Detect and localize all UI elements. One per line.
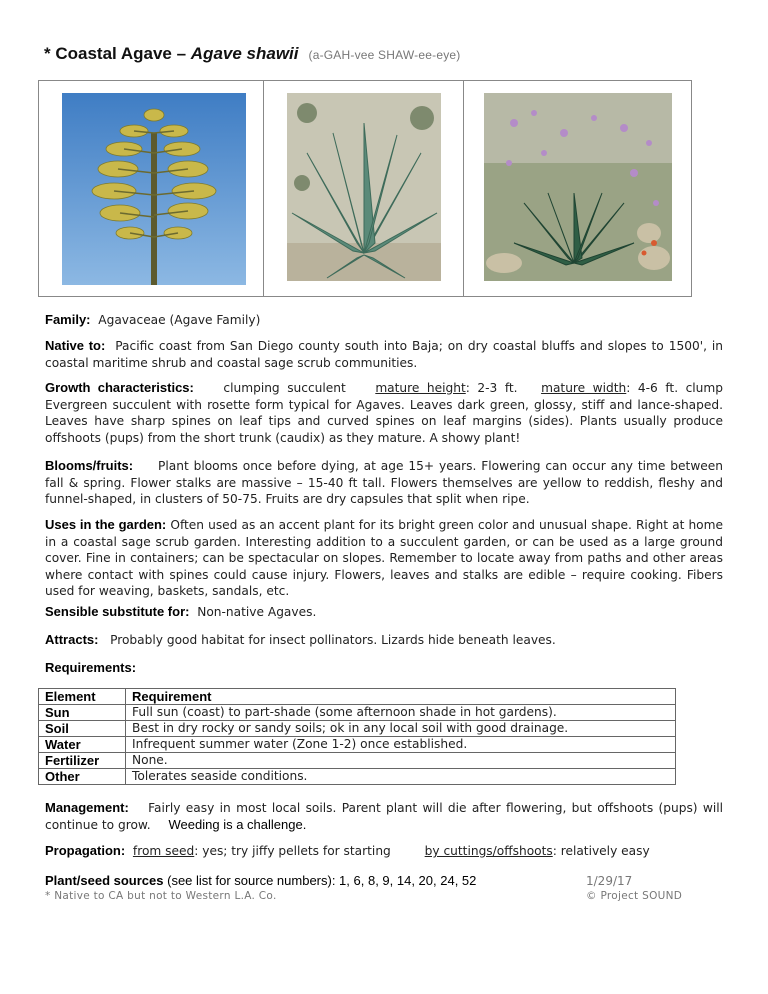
management-label: Management:	[45, 800, 129, 815]
substitute-text: Non-native Agaves.	[197, 605, 317, 619]
substitute-section	[45, 604, 723, 621]
native-section	[45, 338, 723, 371]
table-row	[39, 753, 676, 769]
element-cell: Sun	[39, 705, 126, 721]
common-name: * Coastal Agave –	[44, 44, 191, 63]
agave-rosette-photo	[287, 93, 441, 281]
sources-section	[45, 873, 476, 888]
requirement-cell: Best in dry rocky or sandy soils; ok in any local soil with good drainage.	[126, 721, 676, 737]
cuttings-label: by cuttings/offshoots	[424, 844, 553, 858]
table-row	[39, 721, 676, 737]
blooms-text: Plant blooms once before dying, at age 15+ years. Flowering can occur any time between fall & spring. Flower stalks are massive – 15-40 ft tall. Flowers themselves are yellow to reddish, fleshy and funnel-shaped, in clusters of 50-75. Fruits are dry capsules that split when ripe.	[45, 459, 724, 506]
management-text: Fairly easy in most local soils. Parent plant will die after flowering, but offshoots (pups) will continue to grow.	[45, 801, 724, 832]
uses-label: Uses in the garden:	[45, 517, 167, 532]
uses-section	[45, 517, 723, 600]
propagation-section	[45, 843, 723, 860]
photo-strip	[38, 80, 692, 297]
mature-width-value: : 4-6 ft. clump	[626, 381, 724, 395]
element-cell: Other	[39, 769, 126, 785]
requirement-cell: Full sun (coast) to part-shade (some afternoon shade in hot gardens).	[126, 705, 676, 721]
mature-width-label: mature width	[541, 381, 627, 395]
substitute-label: Sensible substitute for:	[45, 604, 190, 619]
element-cell: Water	[39, 737, 126, 753]
element-cell: Soil	[39, 721, 126, 737]
family-label: Family:	[45, 312, 91, 327]
scientific-name: Agave shawii	[190, 44, 299, 63]
requirements-heading	[45, 660, 723, 677]
attracts-label: Attracts:	[45, 632, 99, 647]
table-row	[39, 737, 676, 753]
photo-cell-rosette	[263, 81, 463, 296]
table-row	[39, 769, 676, 785]
growth-form: clumping succulent	[223, 381, 346, 395]
requirements-label: Requirements:	[45, 660, 137, 675]
family-text: Agavaceae (Agave Family)	[98, 313, 261, 327]
growth-label: Growth characteristics:	[45, 380, 194, 395]
table-header-row	[39, 689, 676, 705]
attracts-text: Probably good habitat for insect pollinators. Lizards hide beneath leaves.	[110, 633, 556, 647]
mature-height-label: mature height	[375, 381, 466, 395]
requirement-cell: None.	[126, 753, 676, 769]
pronunciation: (a-GAH-vee SHAW-ee-eye)	[308, 48, 461, 62]
management-section	[45, 800, 723, 833]
col-requirement: Requirement	[126, 689, 676, 705]
agave-flower-stalk-photo	[62, 93, 246, 285]
sources-text: (see list for source numbers): 1, 6, 8, 9, 14, 20, 24, 52	[163, 873, 477, 888]
requirement-cell: Infrequent summer water (Zone 1-2) once established.	[126, 737, 676, 753]
photo-cell-flower-stalk	[39, 81, 263, 296]
growth-section	[45, 380, 723, 446]
uses-text: Often used as an accent plant for its bright green color and unusual shape. Right at home in a coastal sage scrub garden. Interesting addition to a succulent garden, or can be used as a large ground cover. Fine in containers; can be spectacular on slopes. Remember to locate away from paths and other areas where contact with spines could cause injury. Flowers, leaves and stalks are edible – require cooking. Fibers used for weaving, baskets, sandals, etc.	[45, 518, 724, 598]
sources-label: Plant/seed sources	[45, 873, 164, 888]
family-section	[45, 312, 723, 329]
propagation-label: Propagation:	[45, 843, 126, 858]
attracts-section	[45, 632, 723, 649]
element-cell: Fertilizer	[39, 753, 126, 769]
photo-cell-garden	[463, 81, 691, 296]
native-text: Pacific coast from San Diego county south into Baja; on dry coastal bluffs and slopes to 1500', in coastal maritime shrub and coastal sage scrub communities.	[45, 339, 724, 370]
management-emphasis: Weeding is a challenge.	[168, 816, 307, 832]
copyright: © Project SOUND	[586, 890, 683, 902]
table-row	[39, 705, 676, 721]
from-seed-text: : yes; try jiffy pellets for starting	[194, 844, 391, 858]
mature-height-value: : 2-3 ft.	[465, 381, 518, 395]
page-title	[44, 44, 460, 64]
requirement-cell: Tolerates seaside conditions.	[126, 769, 676, 785]
requirements-table	[38, 688, 676, 785]
growth-text: Evergreen succulent with rosette form typical for Agaves. Leaves dark green, glossy, stiff and lance-shaped. Leaves have sharp spines on leaf tips and curved spines on leaf margins (sides). Plants usually produce offshoots (pups) from the short trunk (caudix) as they mature. A showy plant!	[45, 397, 723, 445]
from-seed-label: from seed	[132, 844, 195, 858]
sheet-date: 1/29/17	[586, 874, 633, 888]
agave-garden-photo	[484, 93, 672, 281]
blooms-section	[45, 458, 723, 508]
cuttings-text: : relatively easy	[552, 844, 650, 858]
blooms-label: Blooms/fruits:	[45, 458, 134, 473]
col-element: Element	[39, 689, 126, 705]
native-footnote: * Native to CA but not to Western L.A. Co.	[45, 890, 277, 902]
native-label: Native to:	[45, 338, 106, 353]
